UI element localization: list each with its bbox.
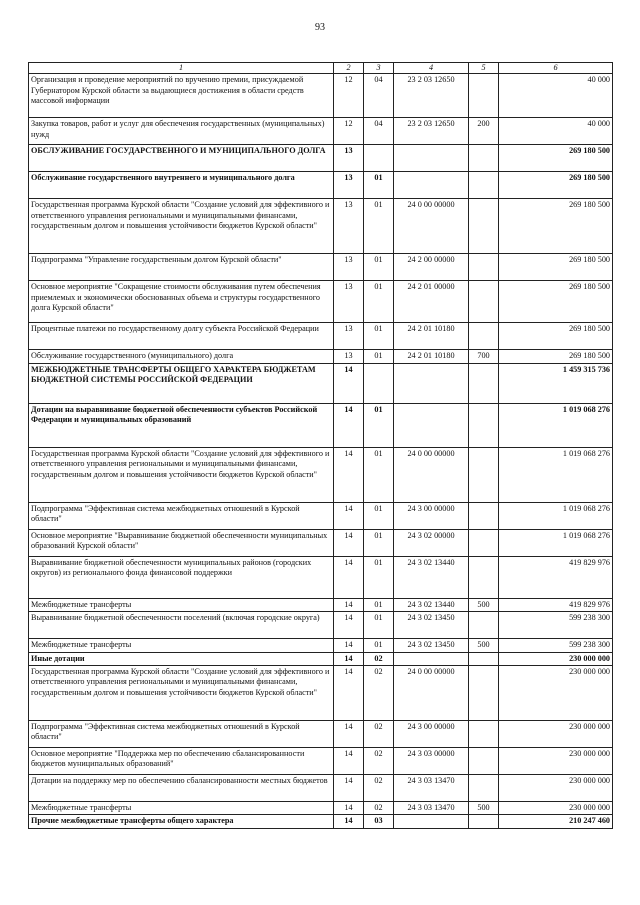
row-section-cell: 14 [334, 598, 364, 611]
row-target-article-cell: 24 3 03 13470 [394, 802, 469, 815]
row-section-cell: 14 [334, 802, 364, 815]
row-name-cell: Иные дотации [29, 652, 334, 665]
row-target-article-cell [394, 172, 469, 199]
header-col-5: 5 [469, 63, 499, 74]
header-col-6: 6 [499, 63, 613, 74]
row-amount-cell: 599 238 300 [499, 612, 613, 639]
row-amount-cell: 40 000 [499, 74, 613, 118]
row-subsection-cell: 01 [364, 639, 394, 652]
table-row [29, 815, 613, 828]
row-target-article-cell: 24 2 01 10180 [394, 323, 469, 350]
header-col-2: 2 [334, 63, 364, 74]
table-row [29, 199, 613, 254]
row-subsection-cell: 01 [364, 612, 394, 639]
row-amount-cell: 269 180 500 [499, 350, 613, 363]
row-name-cell: Межбюджетные трансферты [29, 598, 334, 611]
table-row [29, 145, 613, 172]
row-amount-cell: 269 180 500 [499, 145, 613, 172]
row-name-cell: Основное мероприятие "Выравнивание бюджетной обеспеченности муниципальных образований Курской области" [29, 529, 334, 556]
row-amount-cell: 230 000 000 [499, 652, 613, 665]
table-row [29, 447, 613, 502]
row-subsection-cell: 01 [364, 172, 394, 199]
row-subsection-cell: 01 [364, 556, 394, 598]
row-expense-type-cell [469, 666, 499, 721]
row-subsection-cell: 01 [364, 254, 394, 281]
row-expense-type-cell [469, 145, 499, 172]
row-expense-type-cell: 500 [469, 598, 499, 611]
row-target-article-cell: 24 3 00 00000 [394, 721, 469, 748]
row-amount-cell: 269 180 500 [499, 323, 613, 350]
row-expense-type-cell [469, 529, 499, 556]
table-row [29, 721, 613, 748]
row-expense-type-cell [469, 612, 499, 639]
table-row [29, 612, 613, 639]
row-expense-type-cell [469, 748, 499, 775]
row-subsection-cell: 04 [364, 74, 394, 118]
row-name-cell: Основное мероприятие "Поддержка мер по обеспечению сбалансированности бюджетов муниципальных образований" [29, 748, 334, 775]
row-amount-cell: 230 000 000 [499, 775, 613, 802]
row-section-cell: 14 [334, 502, 364, 529]
row-subsection-cell: 01 [364, 598, 394, 611]
row-amount-cell: 40 000 [499, 118, 613, 145]
row-section-cell: 12 [334, 74, 364, 118]
row-expense-type-cell [469, 815, 499, 828]
row-name-cell: Прочие межбюджетные трансферты общего характера [29, 815, 334, 828]
table-row [29, 556, 613, 598]
row-name-cell: Подпрограмма "Эффективная система межбюджетных отношений в Курской области" [29, 502, 334, 529]
header-col-4: 4 [394, 63, 469, 74]
row-expense-type-cell [469, 556, 499, 598]
row-name-cell: Выравнивание бюджетной обеспеченности поселений (включая городские округа) [29, 612, 334, 639]
row-section-cell: 14 [334, 748, 364, 775]
row-name-cell: МЕЖБЮДЖЕТНЫЕ ТРАНСФЕРТЫ ОБЩЕГО ХАРАКТЕРА БЮДЖЕТАМ БЮДЖЕТНОЙ СИСТЕМЫ РОССИЙСКОЙ ФЕДЕРАЦИИ [29, 363, 334, 403]
row-section-cell: 13 [334, 281, 364, 323]
table-row [29, 666, 613, 721]
row-amount-cell: 599 238 300 [499, 639, 613, 652]
row-name-cell: Обслуживание государственного внутреннего и муниципального долга [29, 172, 334, 199]
row-target-article-cell: 24 3 02 13440 [394, 598, 469, 611]
table-row [29, 802, 613, 815]
row-target-article-cell: 24 0 00 00000 [394, 666, 469, 721]
budget-table [28, 62, 613, 829]
row-target-article-cell: 24 2 00 00000 [394, 254, 469, 281]
row-amount-cell: 269 180 500 [499, 199, 613, 254]
table-header-row [29, 63, 613, 74]
row-section-cell: 14 [334, 529, 364, 556]
row-subsection-cell: 02 [364, 666, 394, 721]
row-target-article-cell: 24 3 03 13470 [394, 775, 469, 802]
row-target-article-cell: 24 2 01 00000 [394, 281, 469, 323]
table-row [29, 502, 613, 529]
row-name-cell: Процентные платежи по государственному долгу субъекта Российской Федерации [29, 323, 334, 350]
row-name-cell: Государственная программа Курской области "Создание условий для эффективного и ответственного управления региональными и муниципальными финансами, государственным долгом и повышения устойчивости бюджетов Курской области" [29, 199, 334, 254]
row-section-cell: 14 [334, 652, 364, 665]
row-target-article-cell: 24 3 02 13450 [394, 612, 469, 639]
row-target-article-cell: 24 3 02 13450 [394, 639, 469, 652]
table-row [29, 598, 613, 611]
row-section-cell: 13 [334, 350, 364, 363]
row-name-cell: Государственная программа Курской области "Создание условий для эффективного и ответственного управления региональными и муниципальными финансами, государственным долгом и повышения устойчивости бюджетов Курской области" [29, 447, 334, 502]
row-amount-cell: 269 180 500 [499, 172, 613, 199]
row-section-cell: 14 [334, 403, 364, 447]
row-name-cell: Основное мероприятие "Сокращение стоимости обслуживания путем обеспечения приемлемых и экономически обоснованных объема и структуры государственного долга Курской области" [29, 281, 334, 323]
row-target-article-cell: 23 2 03 12650 [394, 118, 469, 145]
row-section-cell: 13 [334, 199, 364, 254]
page-number: 93 [315, 22, 325, 33]
row-subsection-cell: 02 [364, 652, 394, 665]
table-row [29, 350, 613, 363]
row-amount-cell: 230 000 000 [499, 748, 613, 775]
row-amount-cell: 230 000 000 [499, 802, 613, 815]
row-subsection-cell: 01 [364, 447, 394, 502]
table-row [29, 254, 613, 281]
row-expense-type-cell [469, 652, 499, 665]
table-row [29, 74, 613, 118]
row-expense-type-cell [469, 254, 499, 281]
row-target-article-cell: 24 0 00 00000 [394, 447, 469, 502]
row-expense-type-cell [469, 403, 499, 447]
header-col-1: 1 [29, 63, 334, 74]
row-subsection-cell: 02 [364, 802, 394, 815]
row-target-article-cell [394, 815, 469, 828]
row-amount-cell: 1 019 068 276 [499, 403, 613, 447]
row-section-cell: 13 [334, 254, 364, 281]
row-subsection-cell: 02 [364, 775, 394, 802]
row-name-cell: Дотации на поддержку мер по обеспечению сбалансированности местных бюджетов [29, 775, 334, 802]
row-name-cell: Государственная программа Курской области "Создание условий для эффективного и ответственного управления региональными и муниципальными финансами, государственным долгом и повышения устойчивости бюджетов Курской области" [29, 666, 334, 721]
row-target-article-cell [394, 363, 469, 403]
row-subsection-cell: 01 [364, 350, 394, 363]
row-section-cell: 13 [334, 172, 364, 199]
row-expense-type-cell [469, 199, 499, 254]
row-subsection-cell [364, 363, 394, 403]
row-amount-cell: 230 000 000 [499, 666, 613, 721]
row-name-cell: Выравнивание бюджетной обеспеченности муниципальных районов (городских округов) из регионального фонда финансовой поддержки [29, 556, 334, 598]
table-row [29, 652, 613, 665]
table-row [29, 172, 613, 199]
row-amount-cell: 269 180 500 [499, 281, 613, 323]
row-expense-type-cell [469, 363, 499, 403]
row-name-cell: Межбюджетные трансферты [29, 639, 334, 652]
row-section-cell: 14 [334, 639, 364, 652]
row-amount-cell: 1 019 068 276 [499, 447, 613, 502]
row-section-cell: 14 [334, 556, 364, 598]
row-amount-cell: 1 019 068 276 [499, 502, 613, 529]
row-amount-cell: 419 829 976 [499, 598, 613, 611]
header-col-3: 3 [364, 63, 394, 74]
row-amount-cell: 419 829 976 [499, 556, 613, 598]
table-row [29, 775, 613, 802]
row-target-article-cell: 24 3 02 00000 [394, 529, 469, 556]
row-expense-type-cell [469, 281, 499, 323]
row-expense-type-cell [469, 775, 499, 802]
row-expense-type-cell [469, 502, 499, 529]
row-section-cell: 13 [334, 323, 364, 350]
table-row [29, 118, 613, 145]
row-name-cell: Межбюджетные трансферты [29, 802, 334, 815]
row-name-cell: Дотации на выравнивание бюджетной обеспеченности субъектов Российской Федерации и муниципальных образований [29, 403, 334, 447]
table-row [29, 639, 613, 652]
row-name-cell: Обслуживание государственного (муниципального) долга [29, 350, 334, 363]
row-target-article-cell: 24 3 00 00000 [394, 502, 469, 529]
table-row [29, 323, 613, 350]
row-subsection-cell [364, 145, 394, 172]
row-amount-cell: 269 180 500 [499, 254, 613, 281]
row-amount-cell: 1 459 315 736 [499, 363, 613, 403]
row-name-cell: Подпрограмма "Управление государственным долгом Курской области" [29, 254, 334, 281]
row-expense-type-cell [469, 721, 499, 748]
row-name-cell: Организация и проведение мероприятий по вручению премии, присуждаемой Губернатором Курской области за выдающиеся достижения в области средств массовой информации [29, 74, 334, 118]
row-section-cell: 14 [334, 775, 364, 802]
row-subsection-cell: 01 [364, 323, 394, 350]
row-subsection-cell: 02 [364, 748, 394, 775]
row-target-article-cell [394, 652, 469, 665]
row-subsection-cell: 01 [364, 199, 394, 254]
row-subsection-cell: 04 [364, 118, 394, 145]
table-row [29, 281, 613, 323]
row-expense-type-cell: 500 [469, 639, 499, 652]
row-expense-type-cell [469, 323, 499, 350]
row-target-article-cell: 24 3 02 13440 [394, 556, 469, 598]
row-name-cell: ОБСЛУЖИВАНИЕ ГОСУДАРСТВЕННОГО И МУНИЦИПАЛЬНОГО ДОЛГА [29, 145, 334, 172]
row-target-article-cell [394, 145, 469, 172]
row-name-cell: Подпрограмма "Эффективная система межбюджетных отношений в Курской области" [29, 721, 334, 748]
table-row [29, 529, 613, 556]
row-amount-cell: 1 019 068 276 [499, 529, 613, 556]
row-target-article-cell: 23 2 03 12650 [394, 74, 469, 118]
row-subsection-cell: 01 [364, 281, 394, 323]
row-expense-type-cell: 500 [469, 802, 499, 815]
row-expense-type-cell: 200 [469, 118, 499, 145]
row-expense-type-cell: 700 [469, 350, 499, 363]
row-target-article-cell: 24 2 01 10180 [394, 350, 469, 363]
row-target-article-cell: 24 3 03 00000 [394, 748, 469, 775]
row-target-article-cell [394, 403, 469, 447]
row-section-cell: 14 [334, 721, 364, 748]
row-subsection-cell: 02 [364, 721, 394, 748]
row-section-cell: 14 [334, 447, 364, 502]
row-subsection-cell: 01 [364, 529, 394, 556]
row-subsection-cell: 03 [364, 815, 394, 828]
row-amount-cell: 230 000 000 [499, 721, 613, 748]
row-subsection-cell: 01 [364, 502, 394, 529]
table-row [29, 363, 613, 403]
table-row [29, 748, 613, 775]
row-name-cell: Закупка товаров, работ и услуг для обеспечения государственных (муниципальных) нужд [29, 118, 334, 145]
row-subsection-cell: 01 [364, 403, 394, 447]
row-section-cell: 13 [334, 145, 364, 172]
row-target-article-cell: 24 0 00 00000 [394, 199, 469, 254]
row-amount-cell: 210 247 460 [499, 815, 613, 828]
row-section-cell: 14 [334, 815, 364, 828]
row-expense-type-cell [469, 447, 499, 502]
row-section-cell: 14 [334, 363, 364, 403]
row-expense-type-cell [469, 172, 499, 199]
table-row [29, 403, 613, 447]
row-section-cell: 12 [334, 118, 364, 145]
row-expense-type-cell [469, 74, 499, 118]
row-section-cell: 14 [334, 666, 364, 721]
row-section-cell: 14 [334, 612, 364, 639]
